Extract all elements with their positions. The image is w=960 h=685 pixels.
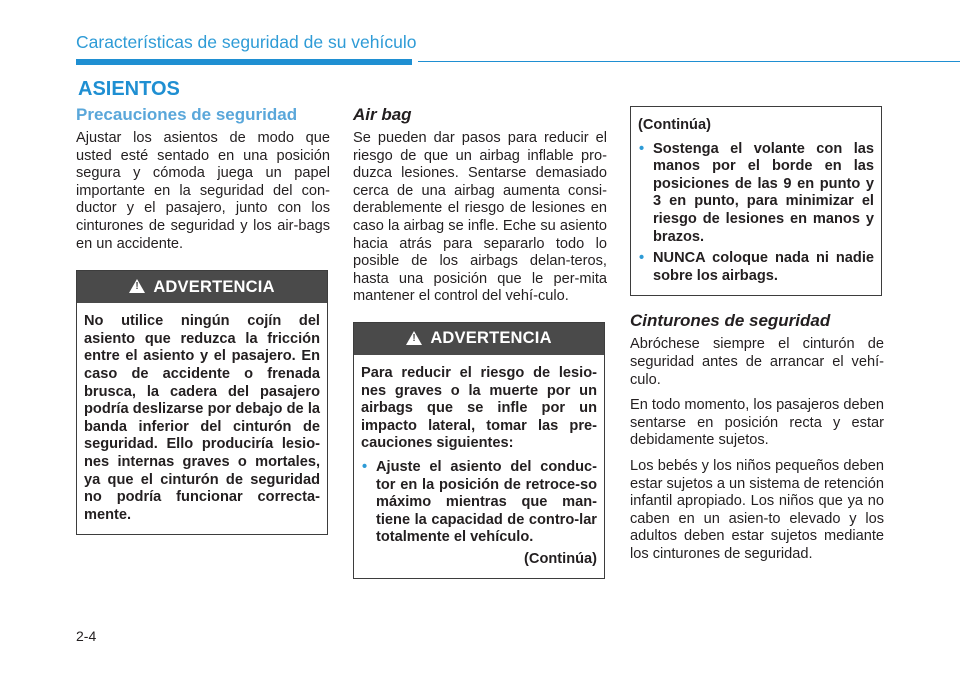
page-number: 2-4 [76, 628, 97, 644]
continued-label: (Continúa) [638, 117, 711, 133]
paragraph-precauciones: Ajustar los asientos de modo que usted esté sentado en una posición segura y cómoda juega un papel importante en la seguridad del con-ductor y el pasajero, junto con los cinturones de seguridad y los air-bags en un accidente. [76, 130, 330, 252]
column-left [76, 104, 330, 535]
warning-box-airbag [353, 322, 605, 580]
warning-header [354, 323, 604, 355]
warning-content [631, 107, 881, 295]
bullet-text: Ajuste el asiento del conduc-tor en la posición de retroce-so máximo mientras que man-tiene la capacidad de contro-lar totalmente el vehículo. [376, 458, 597, 546]
continued-label: (Continúa) [524, 550, 597, 567]
header-title: Características de seguridad de su vehículo [76, 32, 417, 52]
warning-triangle-icon [129, 279, 145, 293]
warning-bullet-item [638, 250, 874, 285]
paragraph-cinturones-2: En todo momento, los pasajeros deben sentarse en posición recta y estar debidamente sujetos. [630, 397, 884, 449]
warning-content [354, 355, 604, 579]
paragraph-cinturones-3: Los bebés y los niños pequeños deben estar sujetos a un sistema de retención infantil apropiado. Los niños que ya no caben en un asien-to elevado y los adultos deben estar sujetos mediante los cinturones de seguridad. [630, 457, 884, 562]
warning-box-cojin [76, 270, 328, 535]
paragraph-air-bag: Se pueden dar pasos para reducir el riesgo de que un airbag inflable pro-duzca lesiones. Sentarse demasiado cerca de una airbag aumenta consi-derablemente el riesgo de lesiones en caso la airbag se infle. Eche su asiento hacia atrás para separarlo todo lo posible de los airbags delan-teros, hasta una posición que le per-mita mantener el control del vehí-culo. [353, 130, 607, 305]
column-right [630, 106, 884, 563]
bullet-text: Sostenga el volante con las manos por el borde en las posiciones de las 9 en punto y 3 en punto, para minimizar el riesgo de lesiones en manos y brazos. [653, 140, 874, 245]
paragraph-cinturones-1: Abróchese siempre el cinturón de seguridad antes de arrancar el vehí-culo. [630, 336, 884, 388]
warning-label: ADVERTENCIA [430, 329, 552, 348]
warning-bullets [361, 459, 597, 547]
bullet-dot-icon: • [639, 140, 645, 157]
bullet-dot-icon: • [362, 458, 368, 475]
warning-header [77, 271, 327, 303]
heading-cinturones: Cinturones de seguridad [630, 311, 831, 331]
header-rule [418, 61, 960, 62]
section-title: ASIENTOS [78, 78, 180, 100]
warning-bullet-item [638, 141, 874, 247]
bullet-dot-icon: • [639, 250, 645, 267]
heading-air-bag: Air bag [353, 105, 412, 124]
warning-text: No utilice ningún cojín del asiento que reduzca la fricción entre el asiento y el pasajero. En caso de accidente o frenada brusca, la cadera del pasajero podría deslizarse por debajo de la banda inferior del cinturón de seguridad. Ello produciría lesio-nes internas graves o mortales, ya que el cinturón de seguridad no podría funcionar correcta-mente. [84, 313, 320, 523]
warning-intro: Para reducir el riesgo de lesio-nes graves o la muerte por un airbags que se infle por un impacto lateral, tomar las pre-cauciones siguientes: [361, 364, 597, 452]
bullet-text: NUNCA coloque nada ni nadie sobre los airbags. [653, 250, 874, 284]
warning-bullet-item [361, 459, 597, 547]
warning-box-continued [630, 106, 882, 296]
warning-triangle-icon [406, 331, 422, 345]
warning-bullets [638, 141, 874, 286]
header-bar [76, 59, 412, 65]
warning-label: ADVERTENCIA [153, 277, 275, 296]
column-middle [353, 104, 607, 579]
heading-precauciones: Precauciones de seguridad [76, 105, 298, 124]
